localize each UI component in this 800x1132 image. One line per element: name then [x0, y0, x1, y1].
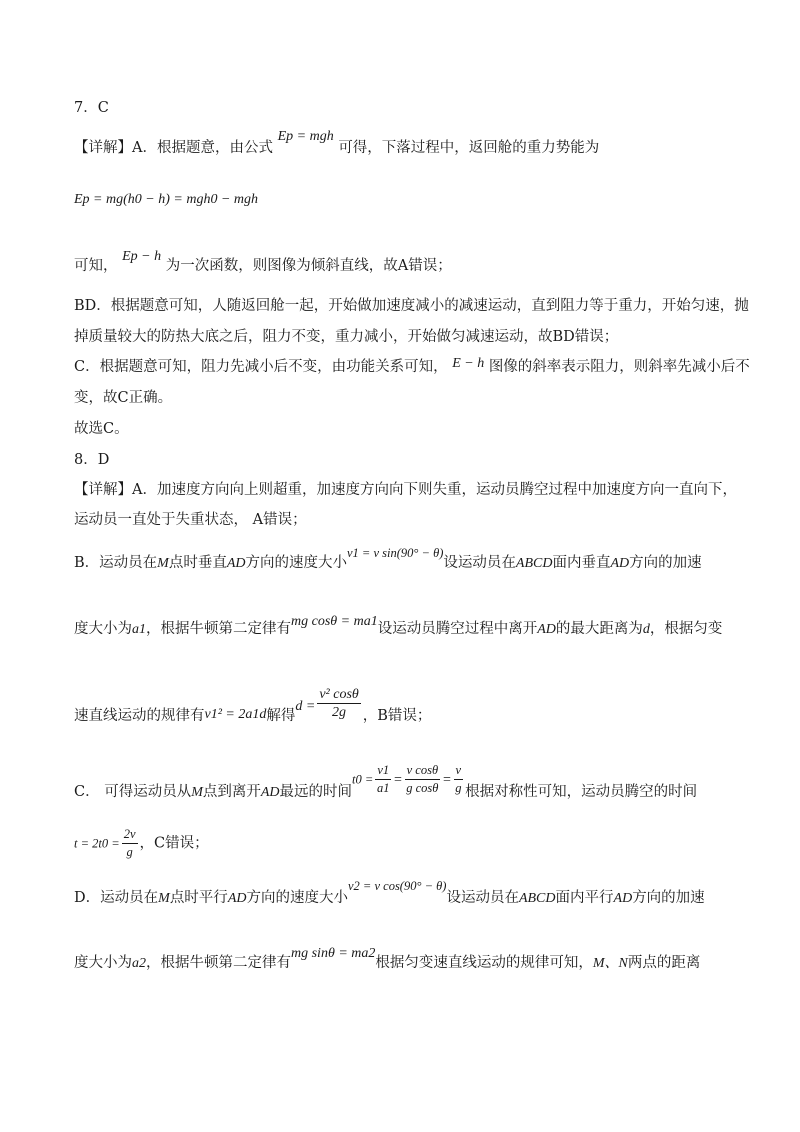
text-segment: 变，故C正确。: [74, 390, 173, 406]
q8-answer: [74, 450, 109, 470]
q7-line-1: [74, 129, 600, 159]
fraction-2v-g: [122, 826, 138, 861]
text-segment: AD: [610, 556, 630, 571]
text-segment: ，C错误；: [139, 835, 209, 852]
q8-line-b1: [74, 546, 702, 574]
text-segment: 根据匀变速直线运动的规律可知，: [375, 955, 593, 971]
fraction-d: [317, 686, 360, 721]
text-segment: 【详解】A．加速度方向向上则超重，加速度方向向下则失重，运动员腾空过程中加速度方向一直向下，: [74, 482, 737, 498]
text-segment: g: [455, 781, 462, 795]
text-segment: 为一次函数，则图像为倾斜直线，故A错误；: [165, 258, 452, 274]
text-segment: t0 =: [352, 772, 374, 787]
text-segment: M、N: [592, 956, 628, 971]
text-segment: 可知，: [74, 258, 118, 274]
text-segment: 点时垂直: [168, 555, 227, 571]
text-segment: AD: [226, 556, 246, 571]
formula-v2: v2 = v cos(90° − θ): [347, 879, 447, 893]
text-segment: v cosθ: [405, 762, 440, 780]
text-segment: 7．C: [74, 100, 109, 116]
text-segment: d: [642, 622, 650, 637]
text-segment: ABCD: [515, 556, 553, 571]
text-segment: D．运动员在: [74, 890, 159, 906]
text-segment: ，根据牛顿第二定律有: [146, 621, 291, 637]
text-segment: 2g: [332, 705, 347, 720]
text-segment: C． 可得运动员从: [74, 783, 192, 800]
q8-line-d2: [74, 946, 701, 974]
text-segment: 2v: [122, 826, 138, 844]
text-segment: 8．D: [74, 452, 110, 468]
formula-v1: v1 = v sin(90° − θ): [347, 546, 444, 560]
text-segment: g cosθ: [406, 781, 439, 795]
text-segment: ，B错误；: [362, 707, 432, 724]
text-segment: C．根据题意可知，阻力先减小后不变，由功能关系可知，: [74, 359, 448, 375]
text-segment: BD．根据题意可知，人随返回舱一起，开始做加速度减小的减速运动，直到阻力等于重力，开始匀速，抛: [74, 298, 749, 314]
text-segment: 方向的加速: [629, 555, 702, 571]
formula-kinematics: v1² = 2a1d: [204, 706, 267, 722]
text-segment: M: [157, 556, 169, 571]
text-segment: AD: [227, 891, 247, 906]
q7-answer: [74, 98, 109, 118]
text-segment: 故选C。: [74, 421, 129, 437]
text-segment: 可得，下落过程中，返回舱的重力势能为: [338, 140, 600, 156]
text-segment: M: [191, 784, 203, 800]
text-segment: 方向的速度大小: [245, 555, 347, 571]
fraction-v1-a1: [375, 762, 391, 797]
text-segment: 方向的速度大小: [246, 890, 348, 906]
text-segment: 的最大距离为: [555, 621, 643, 637]
text-segment: 设运动员在: [443, 555, 516, 571]
text-segment: M: [158, 891, 170, 906]
q7-line-5: [74, 357, 750, 378]
text-segment: 设运动员在: [446, 890, 519, 906]
q7-equation-ep: [74, 190, 258, 210]
q8-line-b2: [74, 614, 723, 640]
text-segment: 点时平行: [169, 890, 228, 906]
text-segment: AD: [537, 622, 556, 637]
text-segment: ABCD: [518, 891, 556, 906]
text-segment: 面内平行: [555, 890, 614, 906]
text-segment: AD: [260, 784, 280, 800]
q8-line-d1: [74, 879, 705, 909]
q7-line-3: [74, 296, 749, 316]
text-segment: =: [442, 772, 452, 788]
text-segment: 度大小为: [74, 955, 132, 971]
text-segment: 运动员一直处于失重状态， A错误；: [74, 512, 307, 528]
text-segment: 图像的斜率表示阻力，则斜率先减小后不: [488, 359, 750, 375]
q8-line-a1: [74, 480, 737, 500]
text-segment: 点到离开: [202, 783, 261, 800]
formula-newton-a1: mg cosθ = ma1: [291, 614, 378, 629]
text-segment: a1: [377, 781, 390, 795]
text-segment: v² cosθ: [319, 687, 359, 702]
text-segment: 速直线运动的规律有: [74, 707, 205, 724]
text-segment: 最远的时间: [279, 783, 353, 800]
formula-newton-a2: mg sinθ = ma2: [291, 946, 376, 961]
text-segment: 度大小为: [74, 621, 132, 637]
q8-line-a2: [74, 510, 307, 530]
text-segment: 两点的距离: [627, 955, 701, 971]
text-segment: v1: [375, 762, 391, 780]
q7-line-4: [74, 327, 618, 347]
text-segment: 解得: [266, 707, 296, 724]
q8-line-b3: [74, 688, 431, 728]
text-segment: Ep = mg(h0 − h) = mgh0 − mgh: [74, 192, 258, 207]
text-segment: t = 2t0 =: [74, 836, 120, 851]
q8-line-c2: [74, 826, 209, 866]
text-segment: ，根据匀变: [649, 621, 723, 637]
text-segment: a1: [132, 622, 146, 637]
text-segment: 根据对称性可知，运动员腾空的时间: [465, 783, 698, 800]
q8-line-c1: [74, 762, 697, 808]
text-segment: B．运动员在: [74, 555, 158, 571]
text-segment: AD: [613, 891, 633, 906]
text-segment: 面内垂直: [552, 555, 611, 571]
text-segment: 设运动员腾空过程中离开: [377, 621, 538, 637]
text-segment: g: [126, 845, 133, 859]
fraction-v-g: [454, 762, 464, 797]
text-segment: a2: [132, 956, 146, 971]
formula-ep-mgh: Ep = mgh: [277, 129, 334, 144]
q7-line-6: [74, 388, 172, 408]
text-segment: ，根据牛顿第二定律有: [146, 955, 291, 971]
text-segment: d =: [295, 698, 316, 714]
formula-ep-h: Ep − h: [122, 249, 162, 264]
text-segment: v: [454, 762, 464, 780]
formula-e-h: E − h: [452, 356, 485, 371]
fraction-vcos-gcos: [405, 762, 440, 797]
text-segment: 掉质量较大的防热大底之后，阻力不变，重力减小，开始做匀减速运动，故BD错误；: [74, 329, 619, 345]
text-segment: 【详解】A．根据题意，由公式: [74, 140, 273, 156]
text-segment: 方向的加速: [632, 890, 705, 906]
text-segment: =: [393, 772, 403, 788]
q7-line-2: [74, 249, 452, 277]
q7-line-7: [74, 419, 129, 439]
